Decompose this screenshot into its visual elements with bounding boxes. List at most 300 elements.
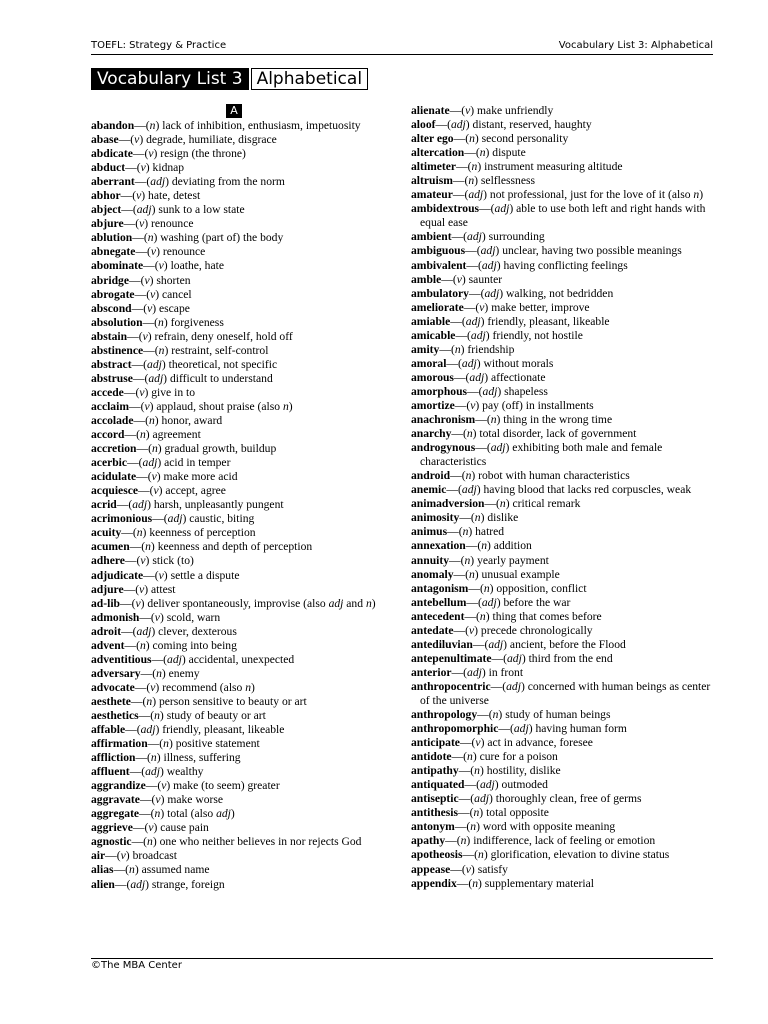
- entry-part-of-speech: n: [465, 469, 472, 483]
- entry-part-of-speech: n: [136, 526, 143, 540]
- entry-definition: instrument measuring altitude: [484, 160, 623, 174]
- entry-part-of-speech: adj: [167, 512, 183, 526]
- vocab-entry: amble—(v) saunter: [411, 272, 503, 286]
- right-column: [411, 104, 713, 891]
- vocab-entry: adhere—(v) stick (to): [91, 554, 194, 568]
- entry-part-of-speech: n: [479, 609, 486, 623]
- entry-definition: deliver spontaneously, improvise (also: [147, 596, 329, 610]
- entry-definition: sunk to a low state: [158, 203, 245, 217]
- entry-word: altercation: [411, 146, 465, 160]
- entry-part-of-speech: v: [161, 779, 167, 793]
- entry-part-of-speech: n: [473, 806, 480, 820]
- vocab-entry: aberrant—(adj) deviating from the norm: [91, 175, 285, 189]
- entry-definition: keenness of perception: [149, 526, 256, 540]
- entry-definition-tail: ): [371, 596, 376, 610]
- vocab-entry: appendix—(n) supplementary material: [411, 876, 594, 890]
- entry-definition: renounce: [151, 217, 194, 231]
- entry-part-of-speech: n: [481, 539, 488, 553]
- entry-part-of-speech: v: [479, 300, 485, 314]
- entry-definition: settle a dispute: [170, 568, 240, 582]
- entry-definition: dispute: [492, 146, 526, 160]
- entry-word: adjudicate: [91, 568, 144, 582]
- entry-part-of-speech: adj: [461, 483, 477, 497]
- vocab-entry: accretion—(n) gradual growth, buildup: [91, 442, 277, 456]
- vocab-entry: abduct—(v) kidnap: [91, 161, 185, 175]
- entry-part-of-speech: adj: [148, 371, 164, 385]
- entry-definition: strange, foreign: [151, 877, 225, 891]
- vocab-entry: annexation—(n) addition: [411, 539, 532, 553]
- vocab-entry: amity—(n) friendship: [411, 342, 515, 356]
- entry-word: adversary: [91, 666, 141, 680]
- entry-part-of-speech: adj: [481, 595, 497, 609]
- vocab-entry: abstract—(adj) theoretical, not specific: [91, 357, 278, 371]
- vocab-entry: annuity—(n) yearly payment: [411, 553, 549, 567]
- vocab-entry: abridge—(v) shorten: [91, 273, 191, 287]
- entry-definition: concerned with human beings as center of the universe: [420, 679, 711, 707]
- entry-part-of-speech: n: [467, 750, 473, 764]
- entry-part-of-speech: adj: [506, 679, 521, 693]
- vocab-entry: anthropocentric—(adj) concerned with human beings as center of the universe: [411, 679, 711, 707]
- entry-part-of-speech: n: [151, 442, 158, 456]
- entry-part-of-speech: n: [139, 428, 146, 442]
- entry-word: aesthete: [91, 694, 131, 708]
- entry-part-of-speech: adj: [482, 384, 498, 398]
- entry-definition: act in advance, foresee: [487, 736, 593, 750]
- entry-part-of-speech: adj: [506, 651, 522, 665]
- left-column: [91, 104, 376, 892]
- entry-part-of-speech: adj: [136, 203, 152, 217]
- entry-definition: friendly, not hostile: [492, 328, 583, 342]
- vocab-entry: altimeter—(n) instrument measuring altitude: [411, 160, 623, 174]
- entry-word: appease: [411, 862, 451, 876]
- entry-part-of-speech: n: [483, 581, 490, 595]
- entry-part-of-speech: v: [158, 568, 164, 582]
- vocab-entry: abscond—(v) escape: [91, 301, 190, 315]
- entry-definition: resign (the throne): [160, 147, 246, 161]
- vocab-entry: antiquated—(adj) outmoded: [411, 778, 548, 792]
- vocab-entry: anarchy—(n) total disorder, lack of government: [411, 427, 637, 441]
- title-main: Vocabulary List 3: [91, 68, 249, 90]
- vocab-entry: acerbic—(adj) acid in temper: [91, 456, 231, 470]
- entry-definition: indifference, lack of feeling or emotion: [473, 834, 656, 848]
- vocab-entry: antepenultimate—(adj) third from the end: [411, 651, 613, 665]
- entry-word: ablution: [91, 231, 133, 245]
- entry-part-of-speech: v: [136, 189, 142, 203]
- entry-definition: make (to seem) greater: [173, 779, 280, 793]
- entry-definition: acid in temper: [164, 456, 231, 470]
- vocab-entry: ad-lib—(v) deliver spontaneously, improvise (also adj and n): [91, 596, 376, 610]
- entry-definition: cause pain: [160, 821, 209, 835]
- entry-part-of-speech: v: [148, 147, 154, 161]
- vocab-entry: alienate—(v) make unfriendly: [411, 104, 554, 117]
- entry-word: abduct: [91, 161, 126, 175]
- entry-part-of-speech: n: [490, 413, 497, 427]
- entry-definition: hate, detest: [148, 189, 201, 203]
- vocab-entry: acuity—(n) keenness of perception: [91, 526, 256, 540]
- entry-word: air: [91, 849, 106, 863]
- vocab-entry: animadversion—(n) critical remark: [411, 497, 581, 511]
- entry-part-of-speech: v: [144, 399, 150, 413]
- entry-part-of-speech: adj: [465, 314, 481, 328]
- vocab-entry: adjudicate—(v) settle a dispute: [91, 568, 240, 582]
- entry-definition: give in to: [151, 385, 196, 399]
- entry-part-of-speech: adj: [461, 356, 477, 370]
- vocab-entry: abstinence—(n) restraint, self-control: [91, 343, 269, 357]
- entry-part-of-speech: n: [469, 132, 475, 146]
- entry-word: absolution: [91, 315, 143, 329]
- entry-word: ambiguous: [411, 244, 466, 258]
- entry-word: antagonism: [411, 581, 469, 595]
- entry-part-of-speech: n: [462, 525, 469, 539]
- entry-part-of-speech: adj: [140, 723, 156, 737]
- entry-word: abhor: [91, 189, 121, 203]
- vocab-entry: ambiguous—(adj) unclear, having two possible meanings: [411, 244, 682, 258]
- entry-part-of-speech: v: [142, 329, 148, 343]
- entry-definition-tail: ): [699, 188, 704, 202]
- entry-part-of-speech: n: [146, 694, 153, 708]
- entry-part-of-speech: v: [465, 862, 471, 876]
- entry-word: antebellum: [411, 595, 467, 609]
- entry-part-of-speech: v: [140, 161, 146, 175]
- entry-definition: accidental, unexpected: [188, 652, 295, 666]
- vocab-entry: abjure—(v) renounce: [91, 217, 194, 231]
- vocab-entry: anthropomorphic—(adj) having human form: [411, 722, 627, 736]
- entry-part-of-speech: v: [120, 849, 126, 863]
- entry-definition: addition: [493, 539, 532, 553]
- entry-word: apotheosis: [411, 848, 463, 862]
- vocab-entry: amoral—(adj) without morals: [411, 356, 554, 370]
- entry-definition: honor, award: [161, 413, 223, 427]
- entry-word: amoral: [411, 356, 447, 370]
- vocab-entry: adroit—(adj) clever, dexterous: [91, 624, 237, 638]
- entry-definition: caustic, biting: [189, 512, 255, 526]
- entry-part-of-speech: n: [470, 820, 477, 834]
- vocab-entry: antagonism—(n) opposition, conflict: [411, 581, 587, 595]
- entry-part-of-speech: v: [135, 596, 141, 610]
- entry-word: apathy: [411, 834, 446, 848]
- entry-part-of-speech: adj: [150, 175, 166, 189]
- entry-part-of-speech: adj: [490, 441, 506, 455]
- entry-part-of-speech: n: [474, 764, 480, 778]
- entry-part-of-speech: v: [470, 398, 476, 412]
- entry-word: anticipate: [411, 736, 460, 750]
- entry-definition-tail: ): [251, 680, 255, 694]
- entry-definition: study of human beings: [505, 708, 611, 722]
- vocab-entry: ambivalent—(adj) having conflicting feelings: [411, 258, 628, 272]
- entry-word: aberrant: [91, 175, 135, 189]
- entry-word: annexation: [411, 539, 466, 553]
- entry-word: antediluvian: [411, 637, 473, 651]
- vocab-entry: affluent—(adj) wealthy: [91, 765, 204, 779]
- entry-definition: make worse: [167, 793, 224, 807]
- entry-part-of-speech: v: [140, 554, 146, 568]
- entry-word: accolade: [91, 413, 134, 427]
- entry-definition: total disorder, lack of government: [479, 427, 637, 441]
- entry-word: adjure: [91, 582, 124, 596]
- vocab-entry: anemic—(adj) having blood that lacks red corpuscles, weak: [411, 483, 692, 497]
- entry-word: animadversion: [411, 497, 485, 511]
- entry-word: alien: [91, 877, 115, 891]
- vocab-entry: android—(n) robot with human characteristics: [411, 469, 630, 483]
- entry-definition: harsh, unpleasantly pungent: [153, 498, 284, 512]
- entry-part-of-speech: adj: [147, 357, 162, 371]
- entry-part-of-speech: adj: [479, 778, 495, 792]
- entry-part-of-speech: v: [150, 287, 156, 301]
- section-letter-badge: A: [226, 104, 242, 118]
- vocab-entry: alien—(adj) strange, foreign: [91, 877, 225, 891]
- entry-part-of-speech: adj: [474, 792, 489, 806]
- entry-alt-part-of-speech: n: [693, 188, 700, 202]
- entry-definition: glorification, elevation to divine status: [490, 848, 670, 862]
- entry-word: alter ego: [411, 132, 454, 146]
- entry-word: acclaim: [91, 399, 129, 413]
- entry-word: anthropocentric: [411, 679, 491, 693]
- entry-word: annuity: [411, 553, 450, 567]
- vocab-entry: antebellum—(adj) before the war: [411, 595, 571, 609]
- entry-alt-part-of-speech: adj: [216, 807, 231, 821]
- entry-definition: make more acid: [163, 470, 238, 484]
- vocab-entry: acrimonious—(adj) caustic, biting: [91, 512, 255, 526]
- entry-definition: distant, reserved, haughty: [472, 118, 592, 132]
- entry-part-of-speech: adj: [481, 258, 497, 272]
- entry-word: amity: [411, 342, 440, 356]
- entry-definition: applaud, shout praise (also: [156, 399, 283, 413]
- entry-definition: before the war: [503, 595, 571, 609]
- entry-part-of-speech: n: [150, 751, 157, 765]
- vocab-entry: ambient—(adj) surrounding: [411, 230, 545, 244]
- vocab-entry: anticipate—(v) act in advance, foresee: [411, 736, 593, 750]
- entry-part-of-speech: n: [158, 315, 164, 329]
- entry-definition: friendly, pleasant, likeable: [487, 314, 610, 328]
- entry-word: acuity: [91, 526, 122, 540]
- entry-definition: degrade, humiliate, disgrace: [146, 133, 277, 147]
- entry-word: amorphous: [411, 384, 468, 398]
- vocab-entry: abandon—(n) lack of inhibition, enthusiasm, impetuosity: [91, 119, 361, 132]
- vocab-entry: air—(v) broadcast: [91, 849, 177, 863]
- entry-word: acrimonious: [91, 512, 153, 526]
- entry-word: amiable: [411, 314, 451, 328]
- entry-definition: washing (part of) the body: [160, 231, 284, 245]
- vocab-entry: abnegate—(v) renounce: [91, 245, 206, 259]
- entry-definition: opposition, conflict: [496, 581, 587, 595]
- entry-part-of-speech: n: [478, 848, 484, 862]
- entry-word: anterior: [411, 665, 452, 679]
- entry-definition: able to use both left and right hands with equal ease: [420, 202, 706, 230]
- entry-definition: attest: [151, 582, 176, 596]
- entry-word: android: [411, 469, 451, 483]
- vocab-entry: abstruse—(adj) difficult to understand: [91, 371, 273, 385]
- vocab-entry: abominate—(v) loathe, hate: [91, 259, 224, 273]
- entry-part-of-speech: adj: [142, 456, 158, 470]
- entry-definition: agreement: [152, 428, 201, 442]
- footer-divider: [91, 958, 713, 959]
- vocab-entry: amortize—(v) pay (off) in installments: [411, 398, 594, 412]
- vocab-entry: affirmation—(n) positive statement: [91, 737, 260, 751]
- entry-definition: coming into being: [152, 638, 237, 652]
- entry-part-of-speech: adj: [130, 877, 146, 891]
- entry-definition: clever, dexterous: [158, 624, 237, 638]
- entry-word: admonish: [91, 610, 140, 624]
- entry-word: affable: [91, 723, 126, 737]
- entry-word: anthropology: [411, 708, 478, 722]
- header-section-title: Vocabulary List 3: Alphabetical: [558, 40, 713, 51]
- entry-definition: affectionate: [491, 370, 546, 384]
- entry-word: abrogate: [91, 287, 135, 301]
- entry-word: abdicate: [91, 147, 133, 161]
- entry-definition: forgiveness: [170, 315, 224, 329]
- entry-word: accretion: [91, 442, 137, 456]
- entry-definition: hatred: [475, 525, 505, 539]
- entry-part-of-speech: n: [156, 666, 162, 680]
- entry-word: acquiesce: [91, 484, 139, 498]
- vocab-entry: apotheosis—(n) glorification, elevation to divine status: [411, 848, 670, 862]
- title-subtitle: Alphabetical: [251, 68, 368, 90]
- entry-definition: broadcast: [132, 849, 177, 863]
- entry-part-of-speech: n: [471, 160, 478, 174]
- entry-word: aggrieve: [91, 821, 133, 835]
- entry-definition: thing that comes before: [492, 609, 602, 623]
- vocab-entry: accolade—(n) honor, award: [91, 413, 223, 427]
- entry-definition: pay (off) in installments: [482, 398, 594, 412]
- entry-word: antonym: [411, 820, 455, 834]
- entry-part-of-speech: adj: [132, 498, 148, 512]
- entry-word: affluent: [91, 765, 130, 779]
- entry-part-of-speech: n: [492, 708, 499, 722]
- entry-definition: one who neither believes in nor rejects God: [159, 835, 362, 849]
- entry-part-of-speech: v: [150, 245, 157, 259]
- vocab-entry: aggrandize—(v) make (to seem) greater: [91, 779, 280, 793]
- entry-word: ambidextrous: [411, 202, 480, 216]
- entry-definition: having blood that lacks red corpuscles, weak: [483, 483, 692, 497]
- entry-part-of-speech: v: [139, 217, 145, 231]
- entry-word: abstinence: [91, 343, 144, 357]
- entry-definition: total opposite: [486, 806, 549, 820]
- entry-part-of-speech: adj: [488, 637, 504, 651]
- vocab-entry: adjure—(v) attest: [91, 582, 176, 596]
- entry-part-of-speech: v: [154, 610, 160, 624]
- entry-definition: loathe, hate: [170, 259, 224, 273]
- vocab-entry: animus—(n) hatred: [411, 525, 505, 539]
- entry-part-of-speech: v: [148, 821, 154, 835]
- entry-part-of-speech: n: [468, 567, 475, 581]
- entry-alt-part-of-speech: n: [282, 399, 289, 413]
- entry-word: animosity: [411, 511, 460, 525]
- entry-definition: total (also: [167, 807, 217, 821]
- entry-definition: word with opposite meaning: [482, 820, 616, 834]
- vocab-entry: ablution—(n) washing (part of) the body: [91, 231, 284, 245]
- entry-word: abstract: [91, 357, 132, 371]
- entry-definition: restraint, self-control: [171, 343, 269, 357]
- entry-word: adhere: [91, 554, 125, 568]
- entry-definition: accept, agree: [165, 484, 226, 498]
- vocab-entry: antipathy—(n) hostility, dislike: [411, 764, 561, 778]
- entry-word: acumen: [91, 540, 130, 554]
- vocab-entry: advocate—(v) recommend (also n): [91, 680, 255, 694]
- page-title: [91, 68, 368, 90]
- entry-definition: friendly, pleasant, likeable: [162, 723, 285, 737]
- entry-word: antiquated: [411, 778, 465, 792]
- entry-part-of-speech: v: [134, 133, 140, 147]
- entry-part-of-speech: v: [151, 470, 157, 484]
- entry-word: abstain: [91, 329, 128, 343]
- entry-part-of-speech: n: [139, 638, 146, 652]
- entry-definition: hostility, dislike: [486, 764, 561, 778]
- entry-part-of-speech: n: [158, 343, 165, 357]
- vocab-entry: anachronism—(n) thing in the wrong time: [411, 413, 613, 427]
- entry-definition: stick (to): [152, 554, 194, 568]
- entry-definition: gradual growth, buildup: [164, 442, 277, 456]
- entry-word: amateur: [411, 188, 453, 202]
- entry-part-of-speech: n: [163, 737, 169, 751]
- vocab-entry: alter ego—(n) second personality: [411, 132, 569, 146]
- entry-word: advent: [91, 638, 125, 652]
- entry-word: appendix: [411, 876, 457, 890]
- vocab-entry: amorous—(adj) affectionate: [411, 370, 546, 384]
- entry-part-of-speech: n: [154, 708, 160, 722]
- entry-word: anachronism: [411, 413, 476, 427]
- vocab-entry: accord—(n) agreement: [91, 428, 201, 442]
- vocab-entry: aloof—(adj) distant, reserved, haughty: [411, 118, 592, 132]
- entry-part-of-speech: adj: [450, 118, 466, 132]
- entry-word: anarchy: [411, 427, 452, 441]
- vocab-entry: acumen—(n) keenness and depth of perception: [91, 540, 313, 554]
- entry-word: abnegate: [91, 245, 136, 259]
- entry-definition: assumed name: [141, 863, 210, 877]
- entry-definition: satisfy: [477, 862, 508, 876]
- vocab-entry: agnostic—(n) one who neither believes in nor rejects God: [91, 835, 362, 849]
- entry-part-of-speech: n: [147, 835, 153, 849]
- entry-part-of-speech: adj: [484, 286, 500, 300]
- entry-part-of-speech: n: [472, 876, 479, 890]
- entry-part-of-speech: v: [139, 582, 145, 596]
- entry-definition: shapeless: [504, 384, 548, 398]
- entry-word: advocate: [91, 680, 135, 694]
- entry-definition: robot with human characteristics: [478, 469, 630, 483]
- entry-definition: outmoded: [501, 778, 548, 792]
- entry-word: aesthetics: [91, 708, 139, 722]
- entry-definition: surrounding: [488, 230, 545, 244]
- entry-definition: having human form: [535, 722, 627, 736]
- vocab-entry: acrid—(adj) harsh, unpleasantly pungent: [91, 498, 284, 512]
- vocab-entry: affliction—(n) illness, suffering: [91, 751, 241, 765]
- entry-definition: person sensitive to beauty or art: [158, 694, 307, 708]
- entry-definition: in front: [488, 665, 524, 679]
- entry-part-of-speech: n: [499, 497, 506, 511]
- vocab-entry: abstain—(v) refrain, deny oneself, hold off: [91, 329, 293, 343]
- entry-word: accede: [91, 385, 124, 399]
- vocab-entry: amateur—(adj) not professional, just for the love of it (also n): [411, 188, 704, 202]
- entry-definition: difficult to understand: [169, 371, 273, 385]
- entry-word: androgynous: [411, 441, 476, 455]
- vocab-entry: ambidextrous—(adj) able to use both left and right hands with equal ease: [411, 202, 706, 230]
- entry-word: accord: [91, 428, 125, 442]
- vocab-entry: anomaly—(n) unusual example: [411, 567, 560, 581]
- entry-definition: make better, improve: [491, 300, 590, 314]
- entry-definition: dislike: [487, 511, 519, 525]
- entry-word: ambivalent: [411, 258, 467, 272]
- vocab-entry: abject—(adj) sunk to a low state: [91, 203, 245, 217]
- entry-definition: make unfriendly: [477, 104, 554, 117]
- vocab-entry: adversary—(n) enemy: [91, 666, 200, 680]
- header-divider: [91, 54, 713, 55]
- entry-definition: exhibiting both male and female characteristics: [420, 441, 663, 469]
- entry-part-of-speech: v: [155, 793, 161, 807]
- vocab-entry: appease—(v) satisfy: [411, 862, 508, 876]
- entry-word: alienate: [411, 104, 450, 117]
- footer-copyright: ©The MBA Center: [91, 960, 182, 971]
- entry-word: abscond: [91, 301, 132, 315]
- entry-part-of-speech: v: [465, 104, 471, 117]
